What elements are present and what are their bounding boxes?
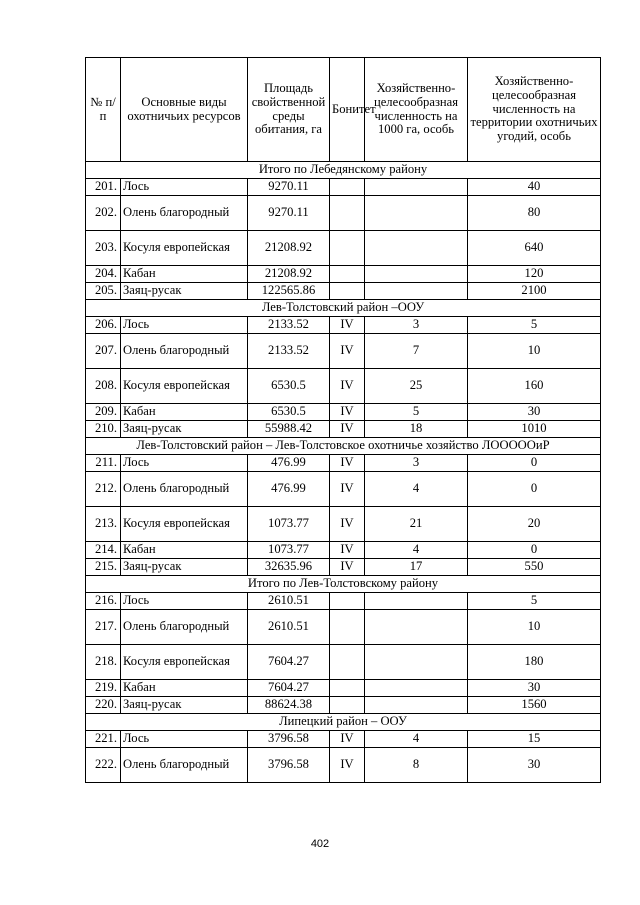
total-cell: 0 [468,455,601,472]
per-1000-cell [365,266,468,283]
table-row [86,542,601,559]
total-cell: 160 [468,369,601,404]
table-row [86,680,601,697]
per-1000-cell: 4 [365,472,468,507]
total-cell: 120 [468,266,601,283]
row-number-cell: 207. [86,334,121,369]
total-cell: 30 [468,748,601,783]
area-cell: 1073.77 [248,507,330,542]
bonitet-cell: IV [330,748,365,783]
row-number-cell: 212. [86,472,121,507]
table-row [86,404,601,421]
species-cell: Олень благородный [121,748,248,783]
header-per-1000: Хозяйственно-целесообразная численность на 1000 га, особь [365,58,468,162]
table-row [86,610,601,645]
per-1000-cell [365,196,468,231]
section-row [86,162,601,179]
total-cell: 1010 [468,421,601,438]
area-cell: 1073.77 [248,542,330,559]
total-cell: 550 [468,559,601,576]
table-header-row [86,58,601,162]
species-cell: Кабан [121,680,248,697]
total-cell: 30 [468,404,601,421]
total-cell: 0 [468,542,601,559]
section-row [86,438,601,455]
species-cell: Олень благородный [121,334,248,369]
per-1000-cell [365,697,468,714]
table-row [86,266,601,283]
species-cell: Лось [121,455,248,472]
total-cell: 40 [468,179,601,196]
area-cell: 3796.58 [248,731,330,748]
section-title: Лев-Толстовский район – Лев-Толстовское охотничье хозяйство ЛОООООиР [86,438,601,455]
species-cell: Косуля европейская [121,507,248,542]
bonitet-cell [330,680,365,697]
section-title: Итого по Лебедянскому району [86,162,601,179]
bonitet-cell: IV [330,455,365,472]
per-1000-cell: 4 [365,542,468,559]
table-row [86,334,601,369]
species-cell: Кабан [121,542,248,559]
page-number: 402 [310,838,330,850]
row-number-cell: 204. [86,266,121,283]
bonitet-cell: IV [330,472,365,507]
row-number-cell: 211. [86,455,121,472]
row-number-cell: 218. [86,645,121,680]
total-cell: 1560 [468,697,601,714]
bonitet-cell [330,179,365,196]
per-1000-cell: 8 [365,748,468,783]
per-1000-cell [365,231,468,266]
table-row [86,472,601,507]
area-cell: 55988.42 [248,421,330,438]
table-row [86,369,601,404]
area-cell: 476.99 [248,455,330,472]
area-cell: 2610.51 [248,593,330,610]
section-title: Итого по Лев-Толстовскому району [86,576,601,593]
area-cell: 7604.27 [248,645,330,680]
table-row [86,731,601,748]
table-row [86,231,601,266]
per-1000-cell: 3 [365,455,468,472]
row-number-cell: 220. [86,697,121,714]
table-row [86,283,601,300]
area-cell: 9270.11 [248,179,330,196]
total-cell: 30 [468,680,601,697]
row-number-cell: 216. [86,593,121,610]
row-number-cell: 214. [86,542,121,559]
area-cell: 88624.38 [248,697,330,714]
bonitet-cell: IV [330,559,365,576]
row-number-cell: 213. [86,507,121,542]
per-1000-cell [365,283,468,300]
section-title: Липецкий район – ООУ [86,714,601,731]
per-1000-cell: 5 [365,404,468,421]
bonitet-cell: IV [330,421,365,438]
area-cell: 3796.58 [248,748,330,783]
bonitet-cell: IV [330,507,365,542]
per-1000-cell [365,179,468,196]
species-cell: Олень благородный [121,610,248,645]
per-1000-cell [365,593,468,610]
total-cell: 0 [468,472,601,507]
table-row [86,317,601,334]
row-number-cell: 219. [86,680,121,697]
header-species: Основные виды охотничьих ресурсов [121,58,248,162]
per-1000-cell: 21 [365,507,468,542]
total-cell: 640 [468,231,601,266]
area-cell: 32635.96 [248,559,330,576]
header-number: № п/п [86,58,121,162]
species-cell: Олень благородный [121,472,248,507]
per-1000-cell [365,610,468,645]
total-cell: 5 [468,593,601,610]
per-1000-cell: 18 [365,421,468,438]
header-area: Площадь свойственной среды обитания, га [248,58,330,162]
table-row [86,196,601,231]
per-1000-cell: 17 [365,559,468,576]
area-cell: 2610.51 [248,610,330,645]
bonitet-cell: IV [330,404,365,421]
total-cell: 180 [468,645,601,680]
per-1000-cell: 7 [365,334,468,369]
total-cell: 2100 [468,283,601,300]
area-cell: 2133.52 [248,334,330,369]
row-number-cell: 210. [86,421,121,438]
document-table-container [85,57,600,783]
table-row [86,697,601,714]
row-number-cell: 206. [86,317,121,334]
area-cell: 6530.5 [248,369,330,404]
per-1000-cell [365,645,468,680]
row-number-cell: 202. [86,196,121,231]
bonitet-cell [330,610,365,645]
species-cell: Косуля европейская [121,369,248,404]
row-number-cell: 217. [86,610,121,645]
area-cell: 7604.27 [248,680,330,697]
bonitet-cell: IV [330,334,365,369]
total-cell: 10 [468,334,601,369]
bonitet-cell [330,593,365,610]
table-row [86,179,601,196]
bonitet-cell: IV [330,731,365,748]
header-bonitet: Бонитет [330,58,365,162]
bonitet-cell [330,283,365,300]
species-cell: Лось [121,593,248,610]
table-row [86,421,601,438]
bonitet-cell [330,697,365,714]
total-cell: 10 [468,610,601,645]
total-cell: 20 [468,507,601,542]
area-cell: 6530.5 [248,404,330,421]
species-cell: Заяц-русак [121,559,248,576]
bonitet-cell [330,196,365,231]
bonitet-cell: IV [330,369,365,404]
bonitet-cell [330,645,365,680]
row-number-cell: 215. [86,559,121,576]
total-cell: 5 [468,317,601,334]
species-cell: Кабан [121,404,248,421]
table-row [86,645,601,680]
table-row [86,748,601,783]
area-cell: 122565.86 [248,283,330,300]
total-cell: 80 [468,196,601,231]
section-row [86,300,601,317]
area-cell: 21208.92 [248,231,330,266]
table-row [86,559,601,576]
species-cell: Лось [121,179,248,196]
bonitet-cell [330,231,365,266]
section-row [86,714,601,731]
area-cell: 2133.52 [248,317,330,334]
row-number-cell: 205. [86,283,121,300]
per-1000-cell [365,680,468,697]
table-row [86,593,601,610]
species-cell: Кабан [121,266,248,283]
species-cell: Косуля европейская [121,645,248,680]
bonitet-cell: IV [330,317,365,334]
per-1000-cell: 4 [365,731,468,748]
bonitet-cell [330,266,365,283]
per-1000-cell: 25 [365,369,468,404]
table-row [86,507,601,542]
species-cell: Олень благородный [121,196,248,231]
bonitet-cell: IV [330,542,365,559]
section-title: Лев-Толстовский район –ООУ [86,300,601,317]
species-cell: Заяц-русак [121,421,248,438]
row-number-cell: 201. [86,179,121,196]
row-number-cell: 208. [86,369,121,404]
section-row [86,576,601,593]
total-cell: 15 [468,731,601,748]
table-row [86,455,601,472]
species-cell: Заяц-русак [121,697,248,714]
species-cell: Заяц-русак [121,283,248,300]
row-number-cell: 221. [86,731,121,748]
row-number-cell: 222. [86,748,121,783]
area-cell: 9270.11 [248,196,330,231]
per-1000-cell: 3 [365,317,468,334]
area-cell: 21208.92 [248,266,330,283]
species-cell: Лось [121,317,248,334]
area-cell: 476.99 [248,472,330,507]
row-number-cell: 209. [86,404,121,421]
table-body [86,162,601,783]
row-number-cell: 203. [86,231,121,266]
species-cell: Косуля европейская [121,231,248,266]
header-total: Хозяйственно-целесообразная численность на территории охотничьих угодий, особь [468,58,601,162]
hunting-resources-table [85,57,601,783]
species-cell: Лось [121,731,248,748]
